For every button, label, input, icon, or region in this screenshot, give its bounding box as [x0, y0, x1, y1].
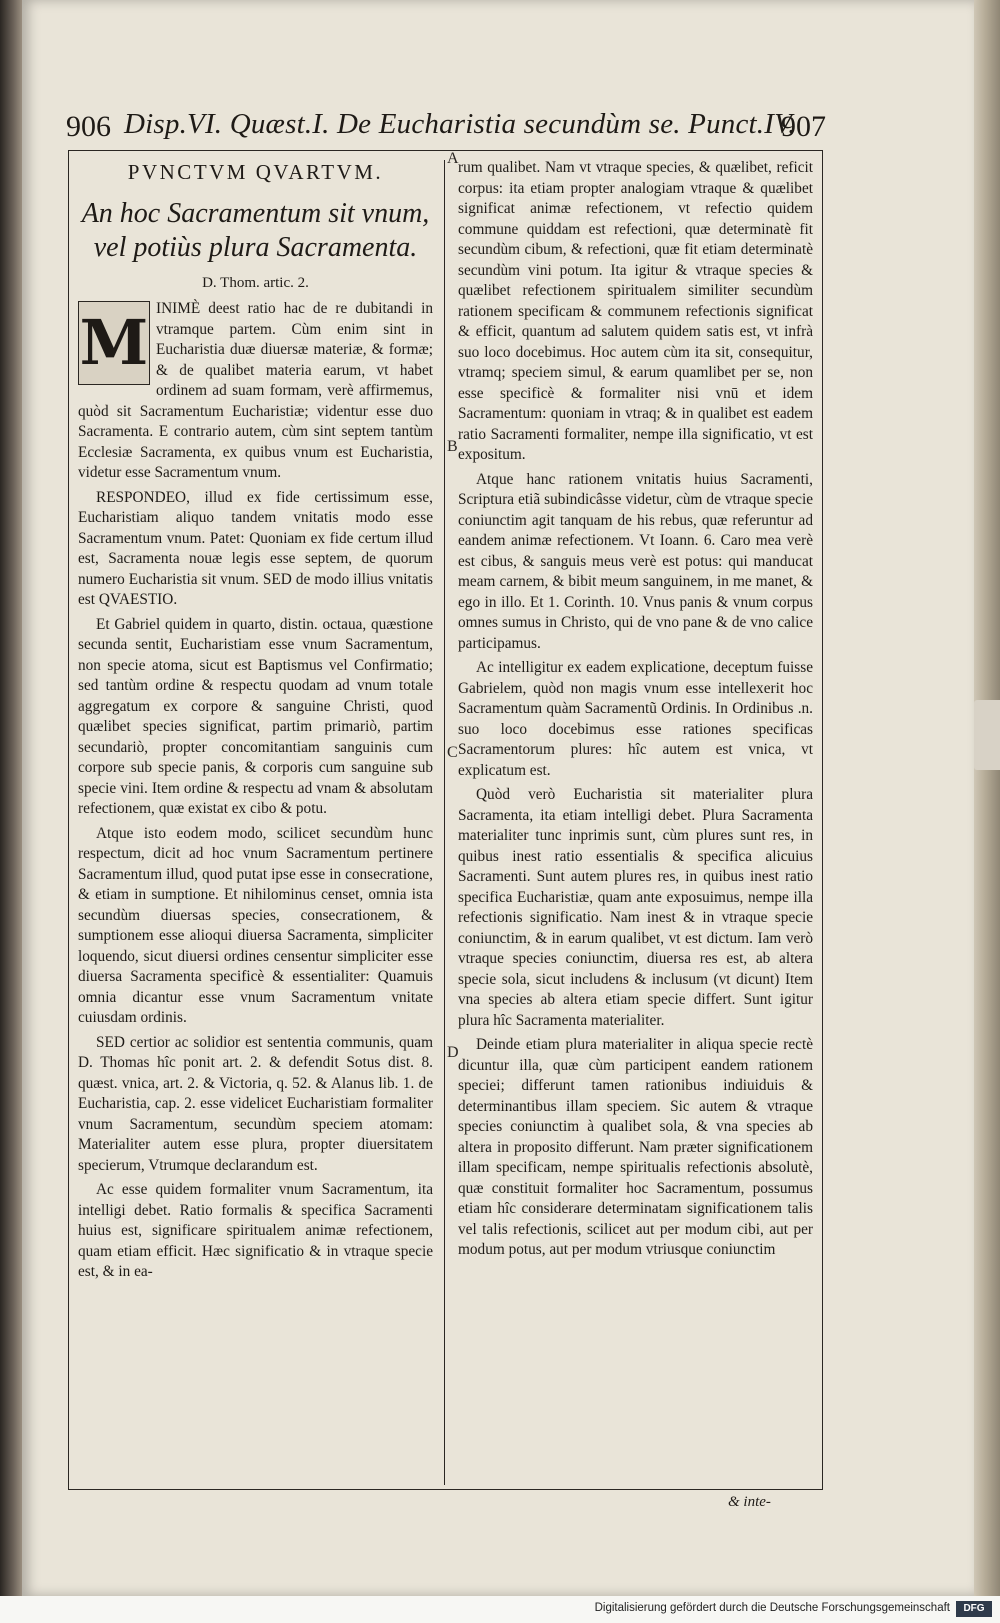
paragraph: RESPONDEO, illud ex fide certissimum esse, Eucharistiam aliquo tandem vnitatis modo esse Sacramentum vnum. Patet: Quoniam ex fide certum illud est, Sacramenta nouæ legis esse septem, de quorum numero Eucharistia sit vnum. SED de modo illius vnitatis est QVAESTIO.	[78, 488, 433, 608]
book-spine	[0, 0, 22, 1623]
dfg-logo: DFG	[956, 1601, 992, 1617]
margin-marker-d: D	[447, 1044, 459, 1061]
paragraph: Atque isto eodem modo, scilicet secundùm hunc respectum, dicit ad hoc vnum Sacramentum pertinere Sacramentum illud, quod putat ipse esse in consecratione, & etiam in sumptione. Et nihilominus censet, omnia ista secundùm diuersas species, consecrationem, & sumptionem esse alioqui diuersa Sacramenta, simpliciter loquendo, sicut diuersi ordines censentur simpliciter esse diuersa Sacramenta specificè & essentialiter: Quamuis omnia dicantur esse vnum Sacramentum vnitate cuiusdam ordinis.	[78, 824, 433, 1026]
dropcap-letter: M	[79, 306, 149, 379]
catchword: & inte-	[728, 1494, 771, 1510]
page-tab	[974, 700, 1000, 770]
margin-marker-b: B	[447, 438, 458, 455]
paragraph: rum qualibet. Nam vt vtraque species, & quælibet, reficit corpus: ita etiam propter analogiam vtraque & quælibet significat animæ refectionem, vt refectio quidem commune quiddam est refectioni, quæ determinatè fit secundùm cibum, & refectioni, quæ fit etiam determinatè secundùm vini potum. Ita igitur & vtraque species & quælibet refectionem spiritualem similiter secundùm rationem specificam & communem refectionis significat & efficit, quantum ad salutem quidem satis est, vt infrà suo loco docebimus. Hoc autem cùm ita sit, consequitur, vtramq; speciem simul, & earum quamlibet per se, non esse specificè & formaliter nisi vnū et idem Sacramentum: quoniam in vtraq; & in qualibet est eadem ratio Sacramenti formaliter, nempe illa significatio, vt est expositum.	[458, 159, 813, 463]
running-head	[66, 108, 826, 148]
paragraph: Ac intelligitur ex eadem explicatione, deceptum fuisse Gabrielem, quòd non magis vnum esse intellexerit hoc Sacramentum quàm Sacramentũ Ordinis. In Ordinibus .n. suo loco docebimus esse rationes specificas Sacramentorum plures: hîc autem est vnica, vt explicatum est.	[458, 659, 813, 779]
column-divider	[444, 160, 445, 1485]
paragraph: SED certior ac solidior est sententia communis, quam D. Thomas hîc ponit art. 2. & defendit Sotus dist. 8. quæst. vnica, art. 2. & Victoria, q. 52. & Alanus lib. 1. de Eucharistia, cap. 2. esse videlicet Eucharistiam formaliter vnum Sacramentum, secundùm speciem atomam: Materialiter autem esse plura, propter diuersitatem specierum, Vtrumque declarandum est.	[78, 1033, 433, 1174]
page-number-left: 906	[66, 110, 111, 143]
page-number-right: 907	[781, 110, 826, 143]
left-column	[78, 158, 433, 1287]
section-heading: PVNCTVM QVARTVM.	[127, 160, 384, 184]
margin-marker-a: A	[447, 150, 459, 167]
question-title: An hoc Sacramentum sit vnum, vel potiùs plura Sacramenta.	[81, 197, 430, 263]
running-title: Disp.VI. Quæst.I. De Eucharistia secundùm se. Punct.IV.	[124, 108, 796, 140]
paragraph: Et Gabriel quidem in quarto, distin. octaua, quæstione secunda sentit, Eucharistiam esse vnum Sacramentum, non specie atoma, sicut est Baptismus vel Confirmatio; sed tantùm ordine & respectu quodam ad vnum totale aggregatum ex corpore & sanguine Christi, quod quælibet species significat, partim primariò, partim secundariò, propter concomitantiam sanguinis cum corpore sub specie panis, & corporis cum sanguine sub specie vini. Item ordine & respectu ad vnam & absolutam refectionem, quæ existat ex cibo & potu.	[78, 615, 433, 817]
paragraph: Deinde etiam plura materialiter in aliqua specie rectè dicuntur illa, quæ cùm participent eandem rationem speciei; differunt tamen rationibus indiuiduis & determinantibus illam speciem. Sic autem & vtraque species coniunctim à qualibet sola, & vna species ab altera in proposito differunt. Nam præter significationem illam specificam, nempe spiritualis refectionis absolutè, quæ constituit formaliter hoc Sacramentum, possumus etiam hîc considerare determinatam significationem talis vel talis refectionis, scilicet aut per modum cibi, aut per modum potus, aut per modum vtriusque coniunctim	[458, 1036, 813, 1258]
reference: D. Thom. artic. 2.	[202, 274, 309, 291]
dropcap-initial	[78, 301, 150, 385]
paragraph: Ac esse quidem formaliter vnum Sacramentum, ita intelligi debet. Ratio formalis & specifica Sacramenti huius est, significare spiritualem animæ refectionem, quam etiam efficit. Hæc significatio & in vtraque specie est, & in ea-	[78, 1181, 433, 1280]
funding-credit: Digitalisierung gefördert durch die Deutsche Forschungsgemeinschaft	[594, 1602, 950, 1614]
margin-marker-c: C	[447, 744, 458, 761]
page-edge	[974, 0, 1000, 1596]
paragraph: Quòd verò Eucharistia sit materialiter plura Sacramenta, ita etiam intelligi debet. Plura Sacramenta materialiter tunc inprimis sunt, cùm plures sunt res, in quibus inest ratio essentialis & specifica alicuius Sacramenti. Sunt autem plures res, in quibus inest ratio specifica Eucharistiæ, quam ante exposuimus, nempe illa refectionis significatio. Nam inest & in vtraque specie coniunctim, & in earum qualibet, vt est dictum. Iam verò vtraque species coniunctim, diuersa res est, ab altera specie sola, sicut includens & inclusum (vt dicunt) Item vna species ab altera etiam specie differt. Sunt igitur plura hîc Sacramenta materialiter.	[458, 786, 813, 1029]
right-column	[458, 158, 813, 1265]
paragraph: Atque hanc rationem vnitatis huius Sacramenti, Scriptura etiã subindicâsse videtur, cùm de vtraque specie coniunctim agit tanquam de his rebus, quæ referuntur ad eandem animæ refectionem. Vt Ioann. 6. Caro mea verè est cibus, & sanguis meus verè est potus: qui manducat meam carnem, & bibit meum sanguinem, in me manet, & ego in illo. Et 1. Corinth. 10. Vnus panis & vnum corpus omnes sumus in Christo, qui de vno pane & de vno calice participamus.	[458, 470, 813, 652]
footer-bar	[0, 1596, 1000, 1623]
paragraph: INIMÈ deest ratio hac de re dubitandi in vtramque partem. Cùm enim sint in Eucharistia duæ diuersæ materiæ, & formæ; & de qualibet materia earum, vt habet ordinem ad suam formam, verè affirmemus, quòd sit Sacramentum Eucharistiæ; videntur esse duo Sacramenta. E contrario autem, cùm sint septem tantùm Ecclesiæ Sacramenta, ex quibus vnum est Eucharistia, videtur esse Sacramentum vnum.	[78, 300, 433, 481]
